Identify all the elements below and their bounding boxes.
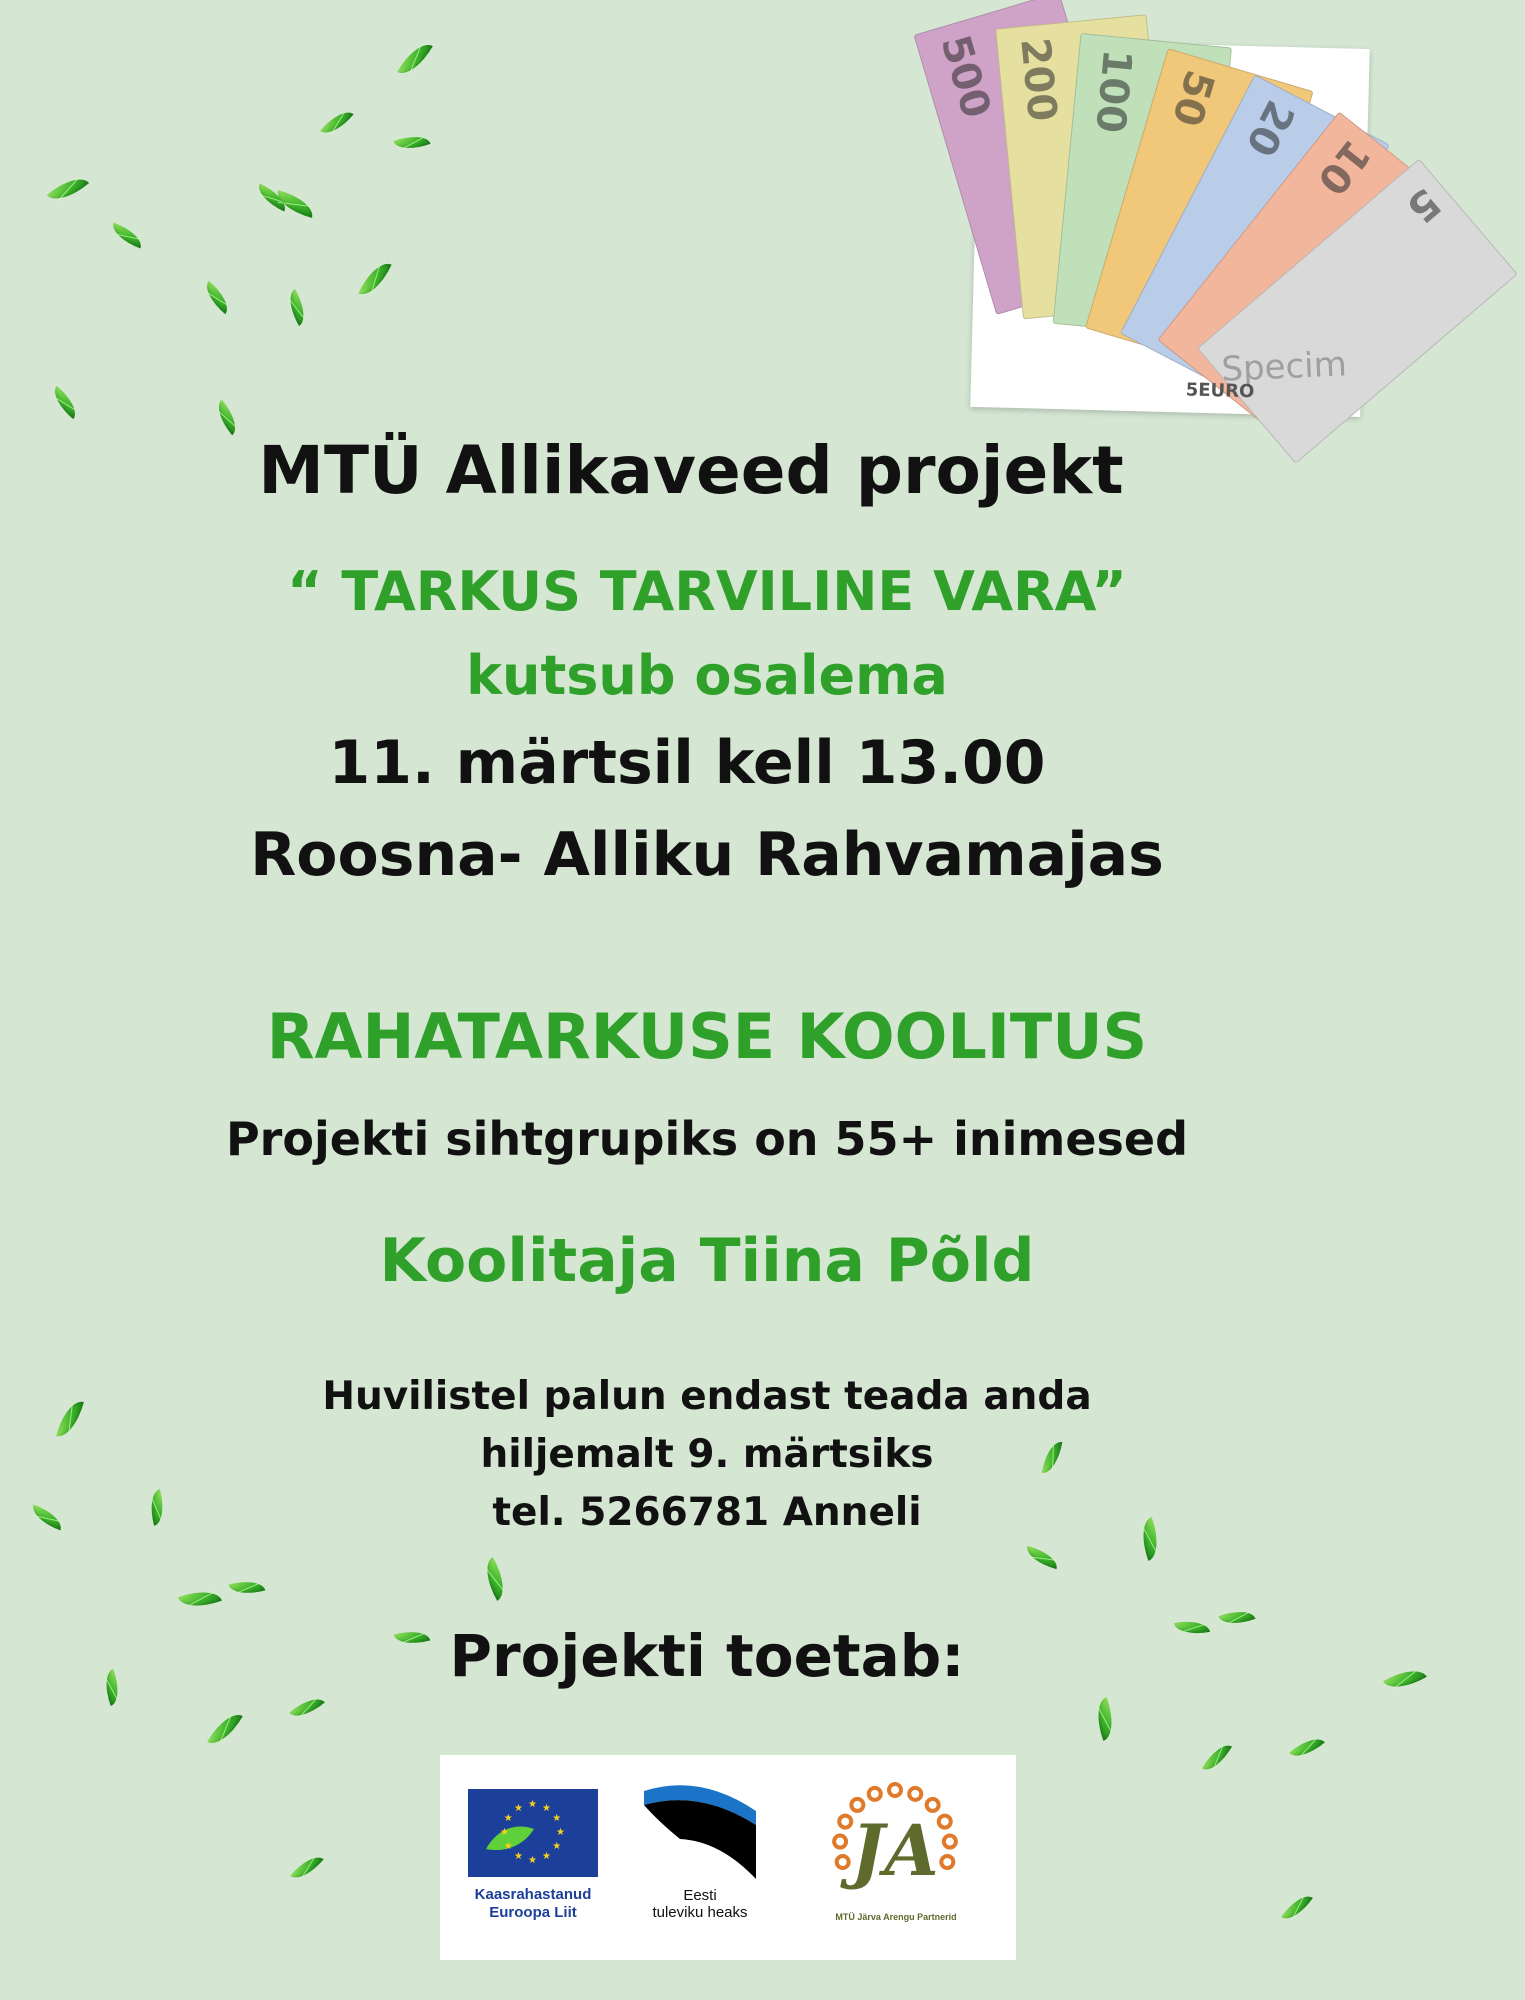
project-name: “ TARKUS TARVILINE VARA” [287,560,1127,623]
partner-dot-icon [941,1856,953,1868]
leaf-icon [1024,1546,1061,1569]
partner-logo [825,1783,965,1933]
estonia-caption-line-2: tuleviku heaks [652,1904,748,1921]
banknotes-image [931,30,1449,417]
star-icon: ★ [514,1851,523,1863]
euro-label: 5EURO [1185,379,1255,403]
star-icon: ★ [500,1827,509,1838]
partner-dot-icon [837,1856,849,1868]
star-icon: ★ [552,1813,562,1824]
star-icon: ★ [528,1855,537,1866]
registration-line-1: Huvilistel palun endast teada anda [322,1374,1092,1419]
leaf-icon [393,130,430,156]
star-icon: ★ [542,1802,551,1814]
banknote-value: 5 [1397,178,1449,232]
partner-monogram-icon [825,1783,965,1913]
estonia-flag-icon [640,1781,760,1881]
banknote-value: 500 [931,30,1000,124]
trainer-name: Koolitaja Tiina Põld [379,1226,1035,1296]
event-name: RAHATARKUSE KOOLITUS [266,1000,1148,1073]
leaf-icon [1281,1889,1313,1925]
leaf-icon [1090,1697,1121,1741]
star-icon: ★ [556,1827,565,1838]
leaf-icon [210,400,243,436]
specimen-text: Specim [1220,344,1348,390]
partner-dot-icon [927,1799,939,1811]
leaf-icon [199,281,235,314]
partner-dot-icon [909,1788,921,1800]
leaf-icon [47,169,89,209]
partner-caption: MTÜ Järva Arengu Partnerid [835,1912,957,1922]
leaf-icon [320,105,353,141]
leaf-icon [178,1584,222,1615]
event-venue: Roosna- Alliku Rahvamajas [250,820,1164,890]
supporter-logos [440,1755,1016,1960]
banknote-value: 50 [1162,64,1223,132]
star-icon: ★ [528,1799,537,1810]
estonia-caption [635,1887,765,1921]
eu-caption-line-2: Euroopa Liit [489,1904,577,1921]
estonia-logo [640,1781,760,1881]
registration-phone: tel. 5266781 Anneli [492,1490,922,1535]
event-date-time: 11. märtsil kell 13.00 [328,728,1046,798]
partner-dot-icon [834,1836,846,1848]
leaf-icon [358,257,391,301]
star-icon: ★ [542,1851,551,1863]
leaf-icon [289,1691,325,1724]
partner-dot-icon [851,1799,863,1811]
poster-title: MTÜ Allikaveed projekt [258,432,1124,509]
leaf-icon [1202,1739,1232,1776]
leaf-icon [207,1707,243,1751]
star-icon: ★ [514,1802,523,1814]
leaf-icon [108,223,145,249]
leaf-icon [47,386,83,419]
banknote-value: 20 [1236,92,1303,164]
partner-dot-icon [889,1784,901,1796]
banknote-value: 10 [1308,130,1379,204]
invitation-text: kutsub osalema [466,644,948,707]
eu-flag-icon [468,1789,598,1877]
partner-dot-icon [869,1788,881,1800]
partner-monogram: JA [851,1809,939,1892]
eu-caption [458,1886,608,1922]
leaf-icon [229,1576,266,1599]
star-icon: ★ [503,1813,513,1824]
partner-dot-icon [944,1836,956,1848]
star-icon: ★ [503,1841,513,1852]
leaf-icon [477,1557,513,1601]
leaf-icon [397,37,433,81]
eu-caption-line-1: Kaasrahastanud [474,1886,592,1903]
partner-dot-icon [939,1816,951,1828]
star-icon: ★ [552,1841,562,1852]
registration-line-2: hiljemalt 9. märtsiks [480,1432,934,1477]
banknote-value: 200 [1011,35,1066,124]
banknote-value: 100 [1086,47,1141,135]
target-group: Projekti sihtgrupiks on 55+ inimesed [225,1112,1189,1166]
leaf-icon [282,289,312,326]
partner-dot-icon [839,1816,851,1828]
leaf-icon [1289,1731,1325,1764]
estonia-caption-line-1: Eesti [683,1887,717,1904]
leaf-icon [290,1850,323,1886]
supporters-heading: Projekti toetab: [449,1622,965,1690]
